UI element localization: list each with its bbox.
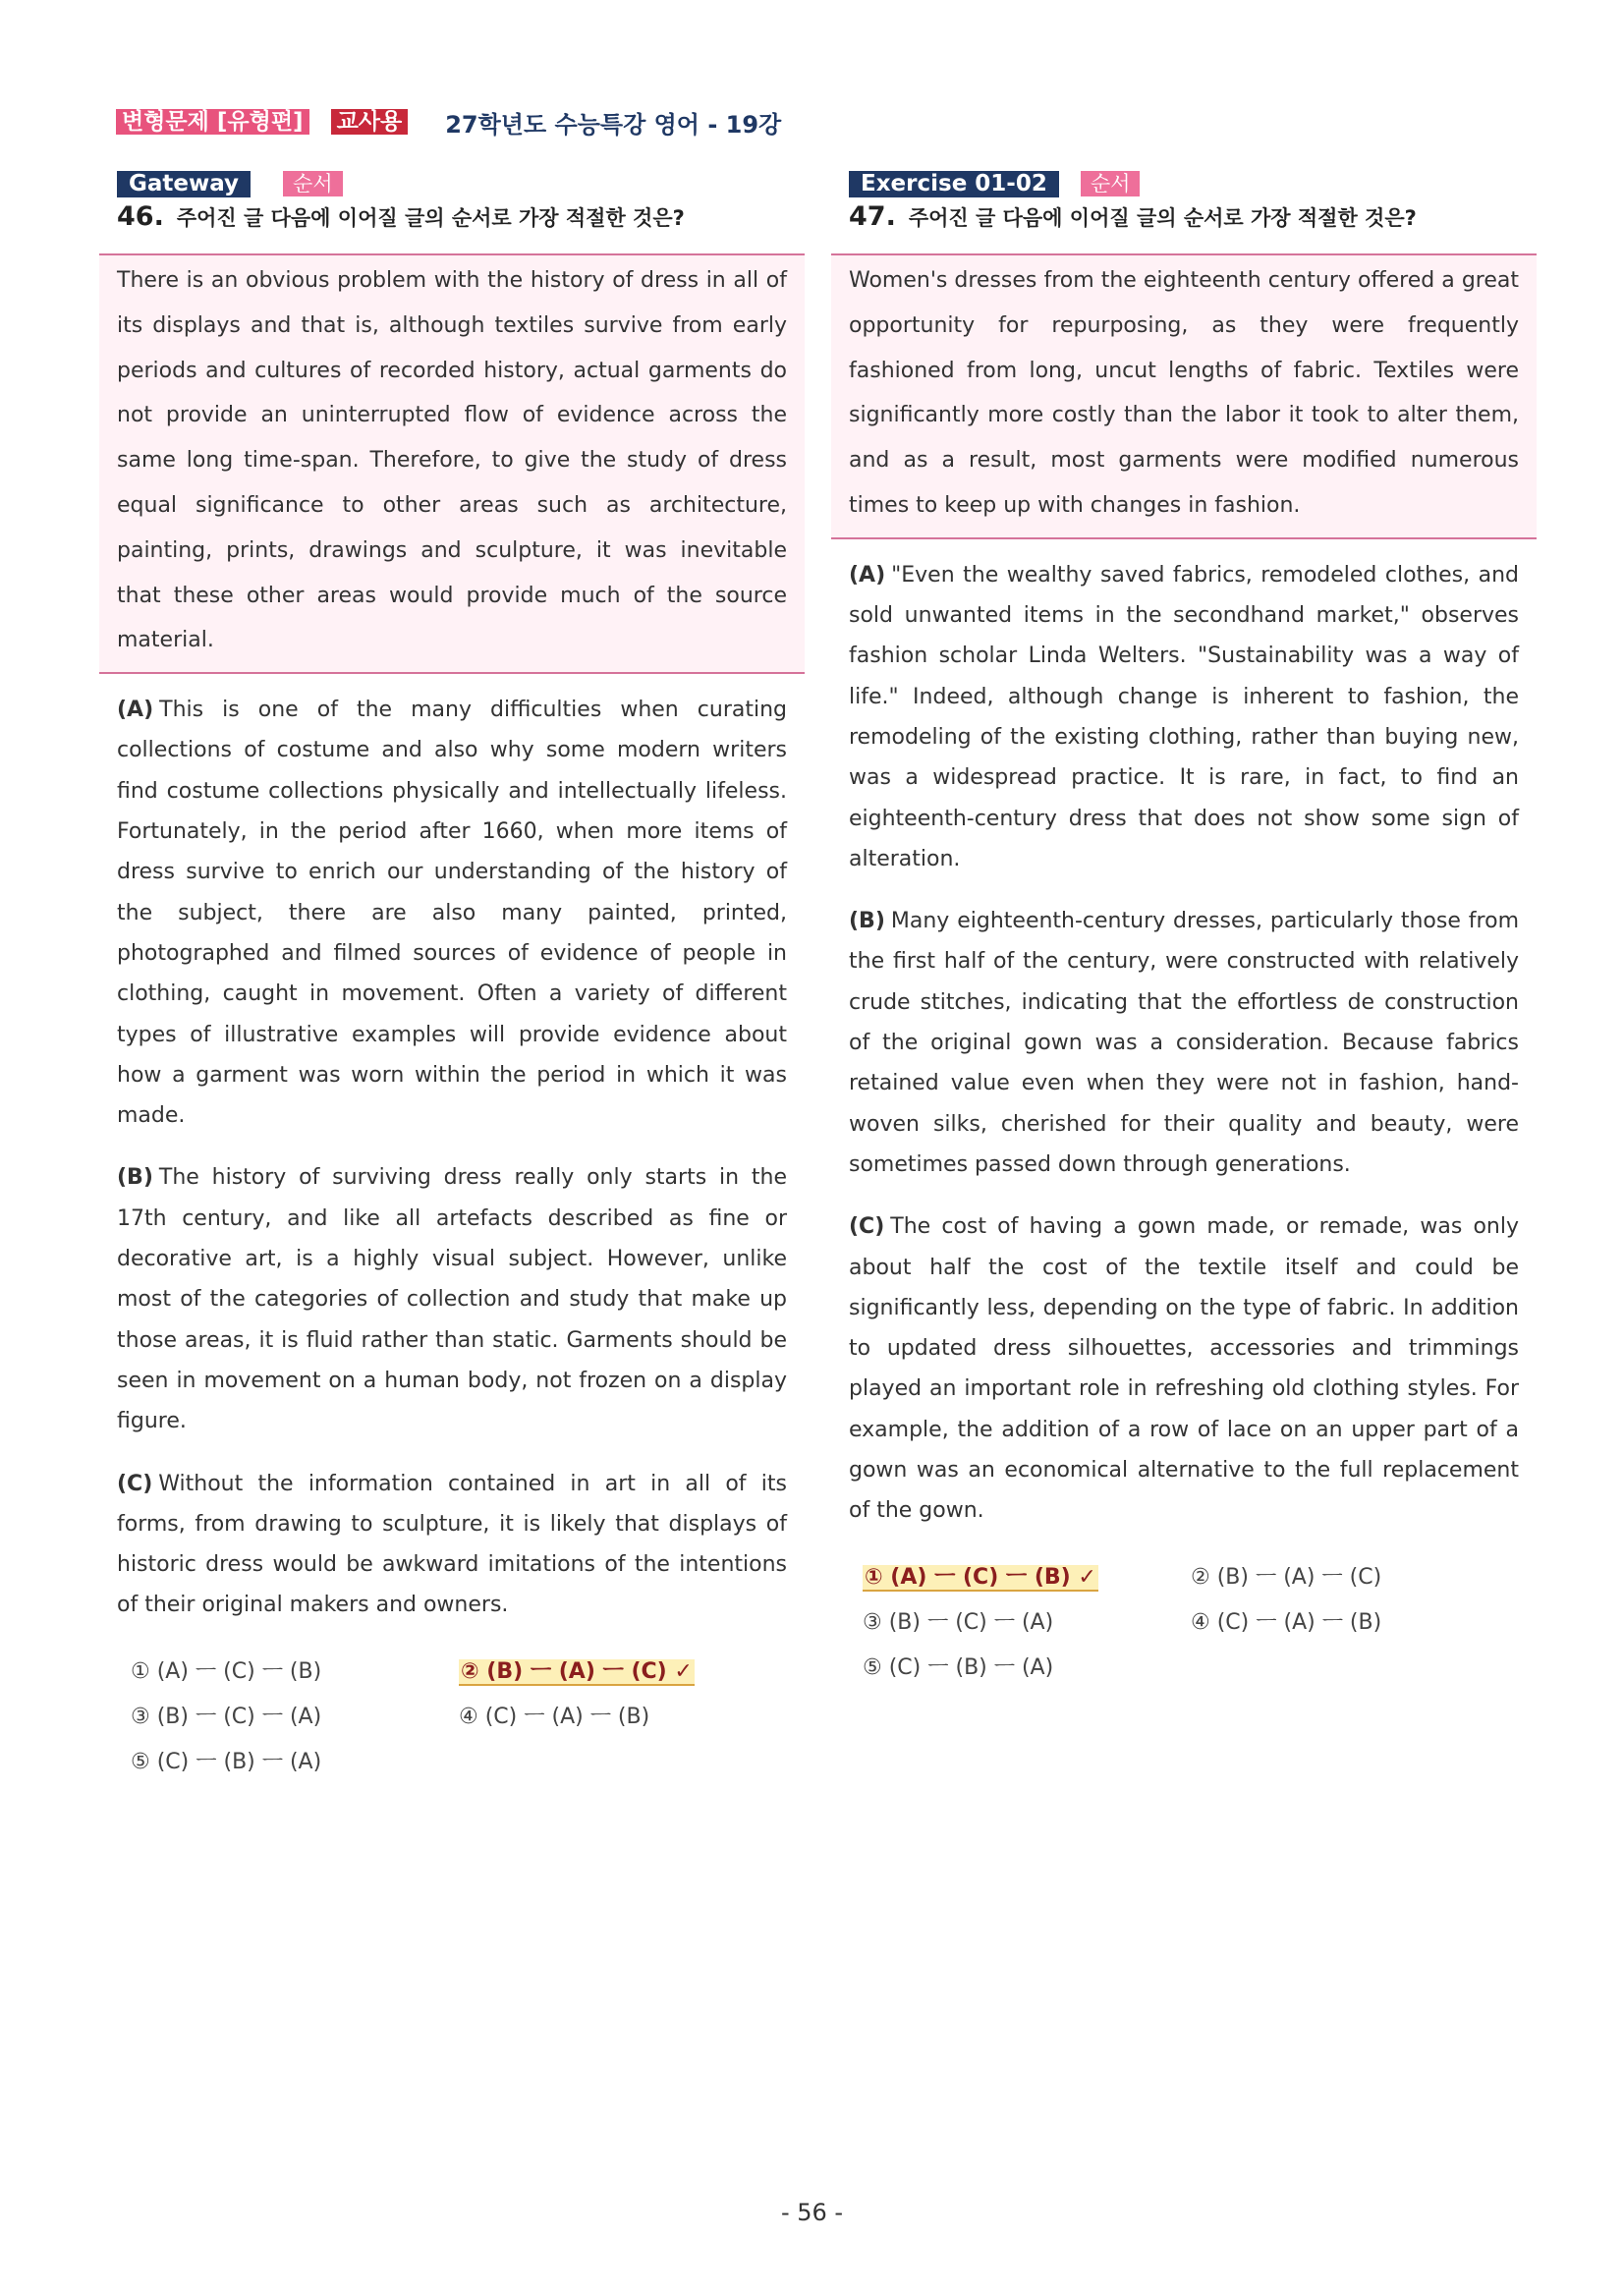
choice-2-correct[interactable] [459, 1654, 787, 1685]
question-46-prompt [99, 201, 805, 237]
choice-5[interactable]: ⑤ (C) ㅡ (B) ㅡ (A) [863, 1655, 1054, 1681]
paragraph-b [117, 1157, 787, 1441]
choice-1[interactable]: ① (A) ㅡ (C) ㅡ (B) [131, 1659, 322, 1685]
paragraph-b [849, 901, 1519, 1185]
page-number: - 56 - [780, 2199, 844, 2226]
teacher-edition-tag: 교사용 [331, 109, 409, 135]
correct-answer: ① (A) ㅡ (C) ㅡ (B) ✓ [865, 1565, 1096, 1591]
passage-paragraphs [99, 690, 805, 1626]
choice-2[interactable]: ② (B) ㅡ (A) ㅡ (C) [1191, 1565, 1382, 1591]
passage-paragraphs [831, 555, 1537, 1532]
variant-type-tag: 변형문제 [유형편] [116, 109, 309, 135]
question-text: 주어진 글 다음에 이어질 글의 순서로 가장 적절한 것은? [176, 206, 685, 230]
given-passage: Women's dresses from the eighteenth century offered a great opportunity for repurposing, as they were frequently fashioned from long, uncut lengths of fabric. Textiles were significantly more costly than the labor it took to alter them, and as a result, most garments were modified numerous times to keep up with changes in fashion. [831, 253, 1537, 539]
paragraph-text: Without the information contained in art in all of its forms, from drawing to sculpture, it is likely that displays of historic dress would be awkward imitations of the intentions of their original makers and owners. [117, 1471, 787, 1618]
choice-1-correct[interactable] [863, 1560, 1191, 1591]
paragraph-label: (A) [849, 562, 886, 588]
paragraph-label: (A) [117, 698, 154, 723]
paragraph-text: The history of surviving dress really only starts in the 17th century, and like all artefacts described as fine or decorative art, is a highly visual subject. However, unlike most of the categories of collection and study that make up those areas, it is fluid rather than static. Garments should be seen in movement on a human body, not frozen on a display figure. [117, 1165, 787, 1434]
question-type-tag: 순서 [283, 171, 343, 196]
paragraph-text: The cost of having a gown made, or remade, was only about half the cost of the textile itself and could be significantly less, depending on the type of fabric. In addition to updated dress silhouettes, accessories and trimmings played an important role in refreshing old clothing styles. For example, the addition of a row of lace on an upper part of a gown was an economical alternative to the full replacement of the gown. [849, 1214, 1519, 1524]
question-47-prompt [831, 201, 1537, 237]
answer-choices [831, 1553, 1537, 1689]
paragraph-label: (C) [849, 1214, 885, 1240]
gateway-tag: Gateway [117, 171, 251, 197]
given-passage: There is an obvious problem with the history of dress in all of its displays and that is, although textiles survive from early periods and cultures of recorded history, actual garments do not provide an uninterrupted flow of evidence across the same long time-span. Therefore, to give the study of dress equal significance to other areas such as architecture, painting, prints, drawings and sculpture, it was inevitable that these other areas would provide much of the source material. [99, 253, 805, 674]
page-header [116, 106, 781, 138]
question-47-tagline [831, 170, 1537, 197]
paragraph-label: (B) [117, 1165, 153, 1191]
correct-answer: ② (B) ㅡ (A) ㅡ (C) ✓ [461, 1659, 693, 1685]
choice-3[interactable]: ③ (B) ㅡ (C) ㅡ (A) [131, 1705, 322, 1730]
question-number: 46. [117, 201, 164, 232]
paragraph-a [117, 690, 787, 1136]
paragraph-text: "Even the wealthy saved fabrics, remodeled clothes, and sold unwanted items in the secondhand market," observes fashion scholar Linda Welters. "Sustainability was a way of life." Indeed, although change is inherent to fashion, the remodeling of the existing clothing, rather than buying new, was a widespread practice. It is rare, in fact, to find an eighteenth-century dress that does not show some sign of alteration. [849, 562, 1519, 871]
question-46-column [99, 170, 805, 1783]
paragraph-text: This is one of the many difficulties when curating collections of costume and also why some modern writers find costume collections physically and intellectually lifeless. Fortunately, in the period after 1660, when more items of dress survive to enrich our understanding of the history of the subject, there are also many painted, printed, photographed and filmed sources of evidence of people in clothing, caught in movement. Often a variety of different types of illustrative examples will provide evidence about how a garment was worn within the period in which it was made. [117, 698, 787, 1129]
question-47-column [831, 170, 1537, 1689]
choice-3[interactable]: ③ (B) ㅡ (C) ㅡ (A) [863, 1610, 1054, 1636]
paragraph-c [117, 1464, 787, 1626]
paragraph-c [849, 1206, 1519, 1531]
question-type-tag: 순서 [1081, 171, 1141, 196]
paragraph-label: (C) [117, 1471, 153, 1496]
paragraph-text: Many eighteenth-century dresses, particularly those from the first half of the century, were constructed with relatively crude stitches, indicating that the effortless de construction of the original gown was a consideration. Because fabrics retained value even when they were not in fashion, hand-woven silks, cherished for their quality and beauty, were sometimes passed down through generations. [849, 909, 1519, 1177]
paragraph-label: (B) [849, 909, 885, 934]
page-title: 27학년도 수능특강 영어 - 19강 [445, 110, 782, 139]
question-46-tagline [99, 170, 805, 197]
answer-choices [99, 1648, 805, 1783]
paragraph-a [849, 555, 1519, 879]
choice-4[interactable]: ④ (C) ㅡ (A) ㅡ (B) [1191, 1610, 1382, 1636]
choice-5[interactable]: ⑤ (C) ㅡ (B) ㅡ (A) [131, 1750, 322, 1775]
choice-4[interactable]: ④ (C) ㅡ (A) ㅡ (B) [459, 1705, 650, 1730]
question-number: 47. [849, 201, 896, 232]
exercise-tag: Exercise 01-02 [849, 171, 1059, 197]
question-text: 주어진 글 다음에 이어질 글의 순서로 가장 적절한 것은? [908, 206, 1417, 230]
